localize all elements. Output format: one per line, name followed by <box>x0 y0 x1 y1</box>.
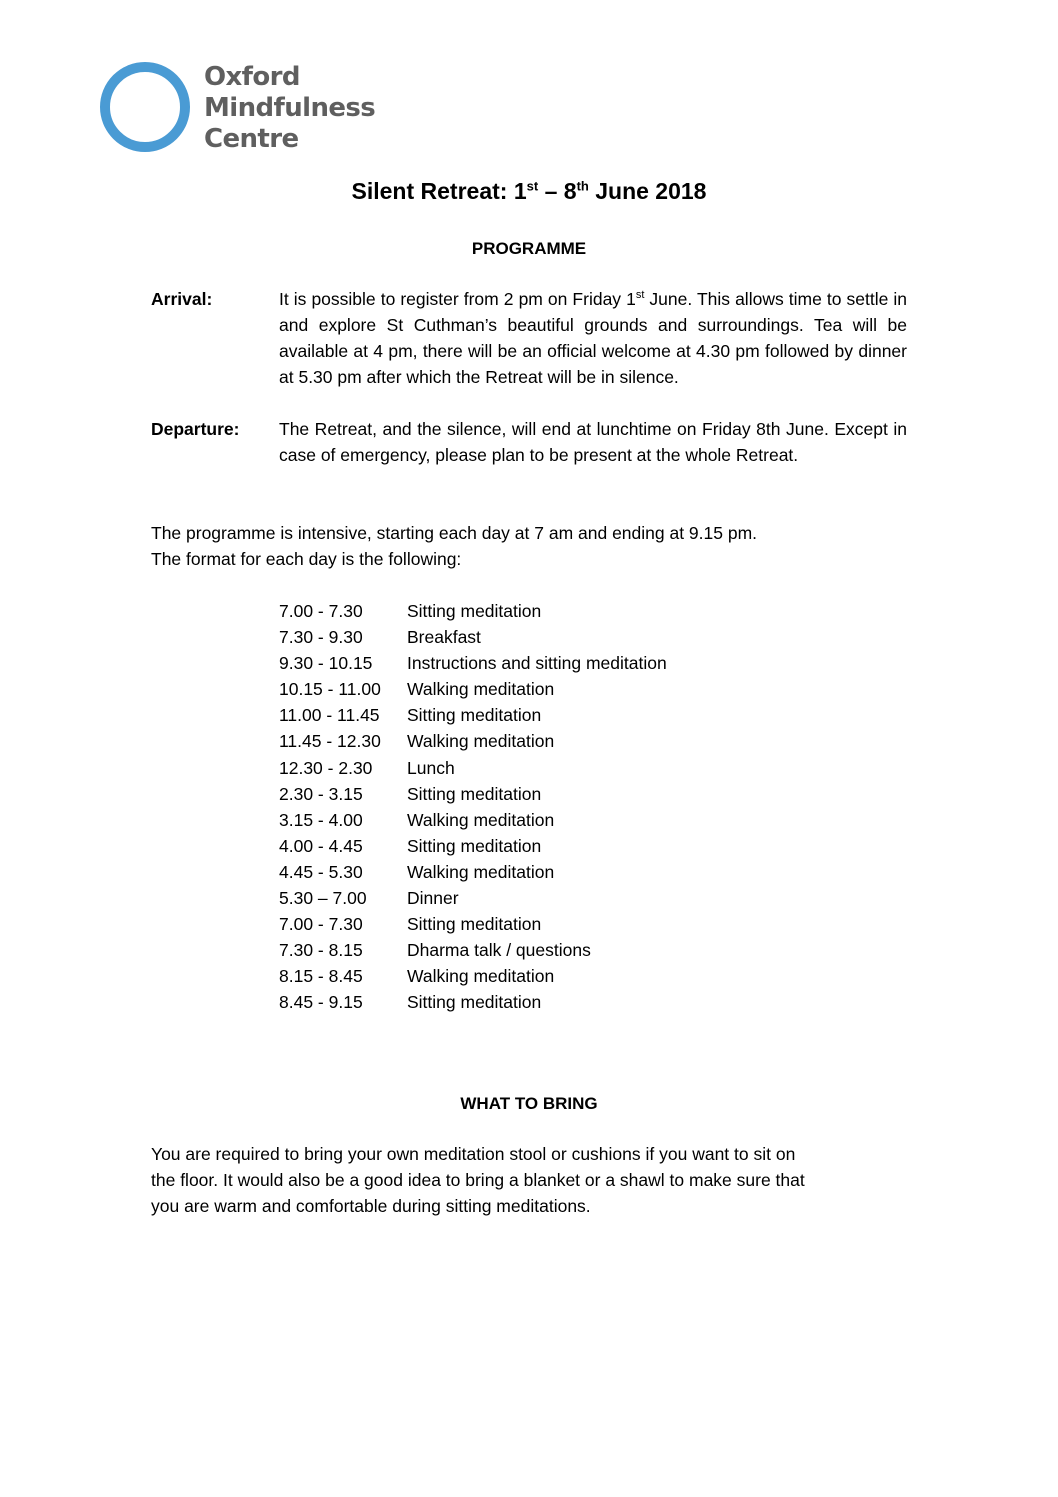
schedule-activity: Breakfast <box>407 627 481 648</box>
what-to-bring-heading: WHAT TO BRING <box>460 1094 598 1113</box>
intro-line-2: The format for each day is the following: <box>151 549 462 569</box>
page-title <box>0 176 1058 206</box>
schedule-activity: Sitting meditation <box>407 601 542 621</box>
bring-line-1: You are required to bring your own meditation stool or cushions if you want to sit on <box>151 1144 796 1164</box>
title-sup-1: st <box>526 178 539 194</box>
schedule-time: 4.00 - 4.45 <box>279 835 363 856</box>
schedule-row <box>279 676 879 702</box>
logo-ring-icon <box>100 62 190 152</box>
logo-line-1: Oxford <box>204 62 300 92</box>
schedule-time: 7.00 - 7.30 <box>279 601 363 621</box>
title-suffix: June 2018 <box>588 178 707 204</box>
arrival-section <box>151 286 907 390</box>
schedule-time: 10.15 - 11.00 <box>279 679 381 700</box>
arrival-text-b: June. This allows time to settle in and explore St Cuthman’s beautiful grounds and surroundings. Tea will be available at 4 pm, there will be an official welcome at 4.30 pm followed by dinner at 5.30 pm after which the Retreat will be in silence. <box>279 289 907 387</box>
bring-line-3: you are warm and comfortable during sitting meditations. <box>151 1196 591 1216</box>
schedule-activity: Sitting meditation <box>407 914 542 935</box>
schedule-row <box>279 963 879 989</box>
schedule-time: 7.30 - 8.15 <box>279 940 363 961</box>
schedule-activity: Walking meditation <box>407 809 555 830</box>
bring-line-2: the floor. It would also be a good idea to bring a blanket or a shawl to make sure that <box>151 1170 805 1190</box>
schedule-row <box>279 598 879 624</box>
programme-heading: PROGRAMME <box>471 239 587 258</box>
departure-text: The Retreat, and the silence, will end at lunchtime on Friday 8th June. Except in case of emergency, please plan to be present at the whole Retreat. <box>279 419 907 465</box>
schedule-time: 4.45 - 5.30 <box>279 861 363 882</box>
schedule-activity: Lunch <box>407 757 455 778</box>
schedule-activity: Sitting meditation <box>407 992 542 1013</box>
schedule-time: 11.00 - 11.45 <box>279 705 380 726</box>
schedule-time: 2.30 - 3.15 <box>279 783 363 804</box>
arrival-text <box>279 286 907 390</box>
schedule-activity: Sitting meditation <box>407 835 542 856</box>
schedule-row <box>279 728 879 754</box>
schedule-time: 9.30 - 10.15 <box>279 653 373 674</box>
schedule-time: 11.45 - 12.30 <box>279 731 381 752</box>
schedule-activity: Walking meditation <box>407 966 555 987</box>
schedule-activity: Walking meditation <box>407 731 555 752</box>
schedule-row <box>279 885 879 911</box>
schedule-row <box>279 937 879 963</box>
schedule-time: 12.30 - 2.30 <box>279 757 373 778</box>
logo-line-3: Centre <box>204 124 299 154</box>
schedule-activity: Dharma talk / questions <box>407 940 591 961</box>
what-to-bring-text <box>151 1141 921 1219</box>
schedule-time: 5.30 – 7.00 <box>279 888 367 909</box>
daily-schedule <box>279 598 879 1016</box>
title-middle: – 8 <box>538 178 577 204</box>
schedule-row <box>279 989 879 1015</box>
schedule-activity: Sitting meditation <box>407 705 542 726</box>
schedule-row <box>279 624 879 650</box>
schedule-activity: Walking meditation <box>407 679 555 700</box>
schedule-time: 8.45 - 9.15 <box>279 992 363 1013</box>
departure-section <box>151 416 907 468</box>
schedule-activity: Dinner <box>407 888 459 909</box>
schedule-row <box>279 781 879 807</box>
schedule-row <box>279 911 879 937</box>
schedule-time: 7.30 - 9.30 <box>279 627 363 648</box>
schedule-time: 7.00 - 7.30 <box>279 914 363 935</box>
schedule-time: 8.15 - 8.45 <box>279 966 363 987</box>
title-sup-2: th <box>576 178 589 194</box>
arrival-sup: st <box>635 289 645 302</box>
schedule-row <box>279 859 879 885</box>
logo-wordmark <box>204 62 375 155</box>
schedule-row <box>279 833 879 859</box>
schedule-activity: Walking meditation <box>407 861 555 882</box>
schedule-row <box>279 650 879 676</box>
departure-label: Departure: <box>151 419 240 439</box>
title-prefix: Silent Retreat: 1 <box>351 178 527 204</box>
schedule-activity: Sitting meditation <box>407 783 542 804</box>
intro-line-1: The programme is intensive, starting each day at 7 am and ending at 9.15 pm. <box>151 523 758 543</box>
programme-intro <box>151 520 911 572</box>
schedule-row <box>279 755 879 781</box>
arrival-text-a: It is possible to register from 2 pm on Friday 1 <box>279 289 636 309</box>
schedule-row <box>279 702 879 728</box>
schedule-time: 3.15 - 4.00 <box>279 809 363 830</box>
schedule-activity: Instructions and sitting meditation <box>407 653 667 674</box>
logo <box>100 62 400 154</box>
logo-line-2: Mindfulness <box>204 93 376 123</box>
arrival-label: Arrival: <box>151 289 213 309</box>
schedule-row <box>279 807 879 833</box>
